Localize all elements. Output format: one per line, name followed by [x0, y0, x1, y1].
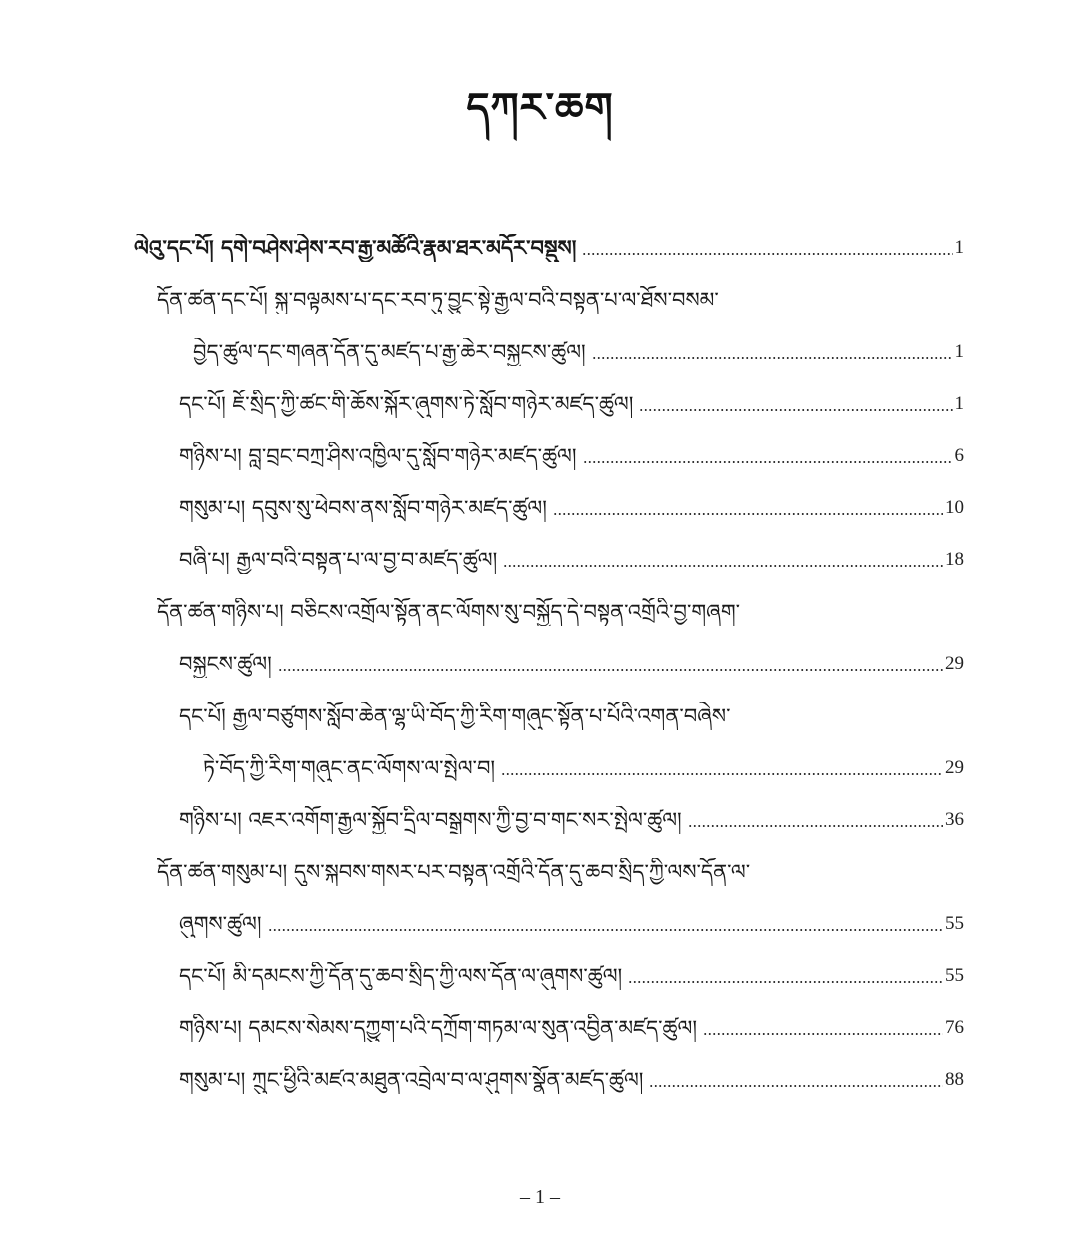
- toc-entry-text: དང་པོ། ཇོ་སྲིད་ཀྱི་ཚང་གི་ཆོས་སྐོར་ཞུགས་ཏེ་སློབ་གཉེར་མཛད་ཚུལ།: [179, 392, 634, 416]
- toc-entry-page: 1: [954, 237, 964, 258]
- toc-entry[interactable]: [179, 950, 964, 990]
- toc-entry[interactable]: [157, 274, 964, 314]
- toc-entry[interactable]: [193, 326, 964, 366]
- dot-leader: [703, 1033, 943, 1035]
- dot-leader: [583, 461, 953, 463]
- toc-entry-text: དོན་ཚན་དང་པོ། སྐུ་བལྟམས་པ་དང་རབ་ཏུ་བྱུང་སྟེ་རྒྱལ་བའི་བསྟན་པ་ལ་ཐོས་བསམ་: [157, 288, 719, 312]
- toc-entry-text: གསུམ་པ། དབུས་སུ་ཕེབས་ནས་སློབ་གཉེར་མཛད་ཚུལ།: [179, 496, 547, 520]
- page-title: དཀར་ཆག: [466, 84, 614, 131]
- toc-entry[interactable]: [157, 586, 964, 626]
- toc-entry[interactable]: [179, 430, 964, 470]
- toc-entry[interactable]: [179, 638, 964, 678]
- toc-entry-text: གསུམ་པ། ཀྲུང་ཕྱིའི་མཛའ་མཐུན་འབྲེལ་བ་ལ་ཤུགས་སྣོན་མཛད་ཚུལ།: [179, 1068, 644, 1092]
- dot-leader: [592, 357, 953, 359]
- toc-entry-text: བཞི་པ། རྒྱལ་བའི་བསྟན་པ་ལ་བྱ་བ་མཛད་ཚུལ།: [179, 548, 498, 572]
- toc-entry-text: བསྐྱངས་ཚུལ།: [179, 652, 272, 676]
- dot-leader: [628, 981, 943, 983]
- dot-leader: [501, 773, 943, 775]
- toc-entry-text: ཞུགས་ཚུལ།: [179, 912, 262, 936]
- dot-leader: [649, 1085, 943, 1087]
- toc-entry-page: 55: [945, 913, 964, 934]
- toc-entry-text: དོན་ཚན་གཉིས་པ། བཅིངས་འགྲོལ་སྟོན་ནང་ལོགས་སུ་བསྐྱོད་དེ་བསྟན་འགྲོའི་བྱ་གཞག་: [157, 600, 741, 624]
- toc-entry-text: གཉིས་པ། དམངས་སེམས་དཀྱུག་པའི་དཀྲོག་གཏམ་ལ་སུན་འབྱིན་མཛད་ཚུལ།: [179, 1016, 697, 1040]
- toc-entry[interactable]: [157, 846, 964, 886]
- toc-entry[interactable]: [179, 378, 964, 418]
- dot-leader: [553, 513, 943, 515]
- toc-entry[interactable]: [179, 898, 964, 938]
- page-number-footer: – 1 –: [520, 1186, 560, 1208]
- toc-entry-text: གཉིས་པ། འཇར་འགོག་རྒྱལ་སྐྱོབ་དྲིལ་བསྒྲགས་ཀྱི་བྱ་བ་གང་སར་སྤེལ་ཚུལ།: [179, 808, 682, 832]
- toc-entry-text: གཉིས་པ། བླ་བྲང་བཀྲ་ཤིས་འཁྱིལ་དུ་སློབ་གཉེར་མཛད་ཚུལ།: [179, 444, 577, 468]
- toc-entry[interactable]: [179, 482, 964, 522]
- toc-entry-text: ཏེ་བོད་ཀྱི་རིག་གཞུང་ནང་ལོགས་ལ་སྤེལ་བ།: [203, 756, 496, 780]
- toc-entry-page: 18: [945, 549, 964, 570]
- toc-entry[interactable]: [203, 742, 964, 782]
- dot-leader: [268, 929, 943, 931]
- dot-leader: [503, 565, 943, 567]
- toc-entry-page: 36: [945, 809, 964, 830]
- toc-entry[interactable]: [179, 1002, 964, 1042]
- toc-entry-page: 76: [945, 1017, 964, 1038]
- toc-entry-text: དོན་ཚན་གསུམ་པ། དུས་སྐབས་གསར་པར་བསྟན་འགྲོའི་དོན་དུ་ཆབ་སྲིད་ཀྱི་ལས་དོན་ལ་: [157, 860, 751, 884]
- toc-entry[interactable]: [179, 534, 964, 574]
- toc-entry-text: བྱེད་ཚུལ་དང་གཞན་དོན་དུ་མཛད་པ་རྒྱ་ཆེར་བསྐྱངས་ཚུལ།: [193, 340, 586, 364]
- toc-entry-text: ལེའུ་དང་པོ། དགེ་བཤེས་ཤེས་རབ་རྒྱ་མཚོའི་རྣམ་ཐར་མདོར་བསྡུས།: [134, 235, 577, 260]
- toc-entry[interactable]: [179, 794, 964, 834]
- toc-entry-page: 55: [945, 965, 964, 986]
- dot-leader: [278, 669, 943, 671]
- toc-entry[interactable]: [179, 690, 964, 730]
- toc-entry-page: 1: [954, 393, 964, 414]
- dot-leader: [582, 253, 952, 255]
- toc-entry-text: དང་པོ། མི་དམངས་ཀྱི་དོན་དུ་ཆབ་སྲིད་ཀྱི་ལས་དོན་ལ་ཞུགས་ཚུལ།: [179, 964, 623, 988]
- toc-entry-page: 29: [945, 653, 964, 674]
- toc-entry-page: 88: [945, 1069, 964, 1090]
- dot-leader: [639, 409, 952, 411]
- toc-entry-page: 1: [954, 341, 964, 362]
- toc-entry-page: 29: [945, 757, 964, 778]
- toc-entry[interactable]: [134, 222, 964, 262]
- toc-entry-page: 6: [954, 445, 964, 466]
- toc-entry-text: དང་པོ། རྒྱལ་བཙུགས་སློབ་ཆེན་ལྷ་ཡི་བོད་ཀྱི་རིག་གཞུང་སྟོན་པ་པོའི་འགན་བཞེས་: [179, 704, 731, 728]
- toc-entry-page: 10: [945, 497, 964, 518]
- toc-entry[interactable]: [179, 1054, 964, 1094]
- dot-leader: [688, 825, 943, 827]
